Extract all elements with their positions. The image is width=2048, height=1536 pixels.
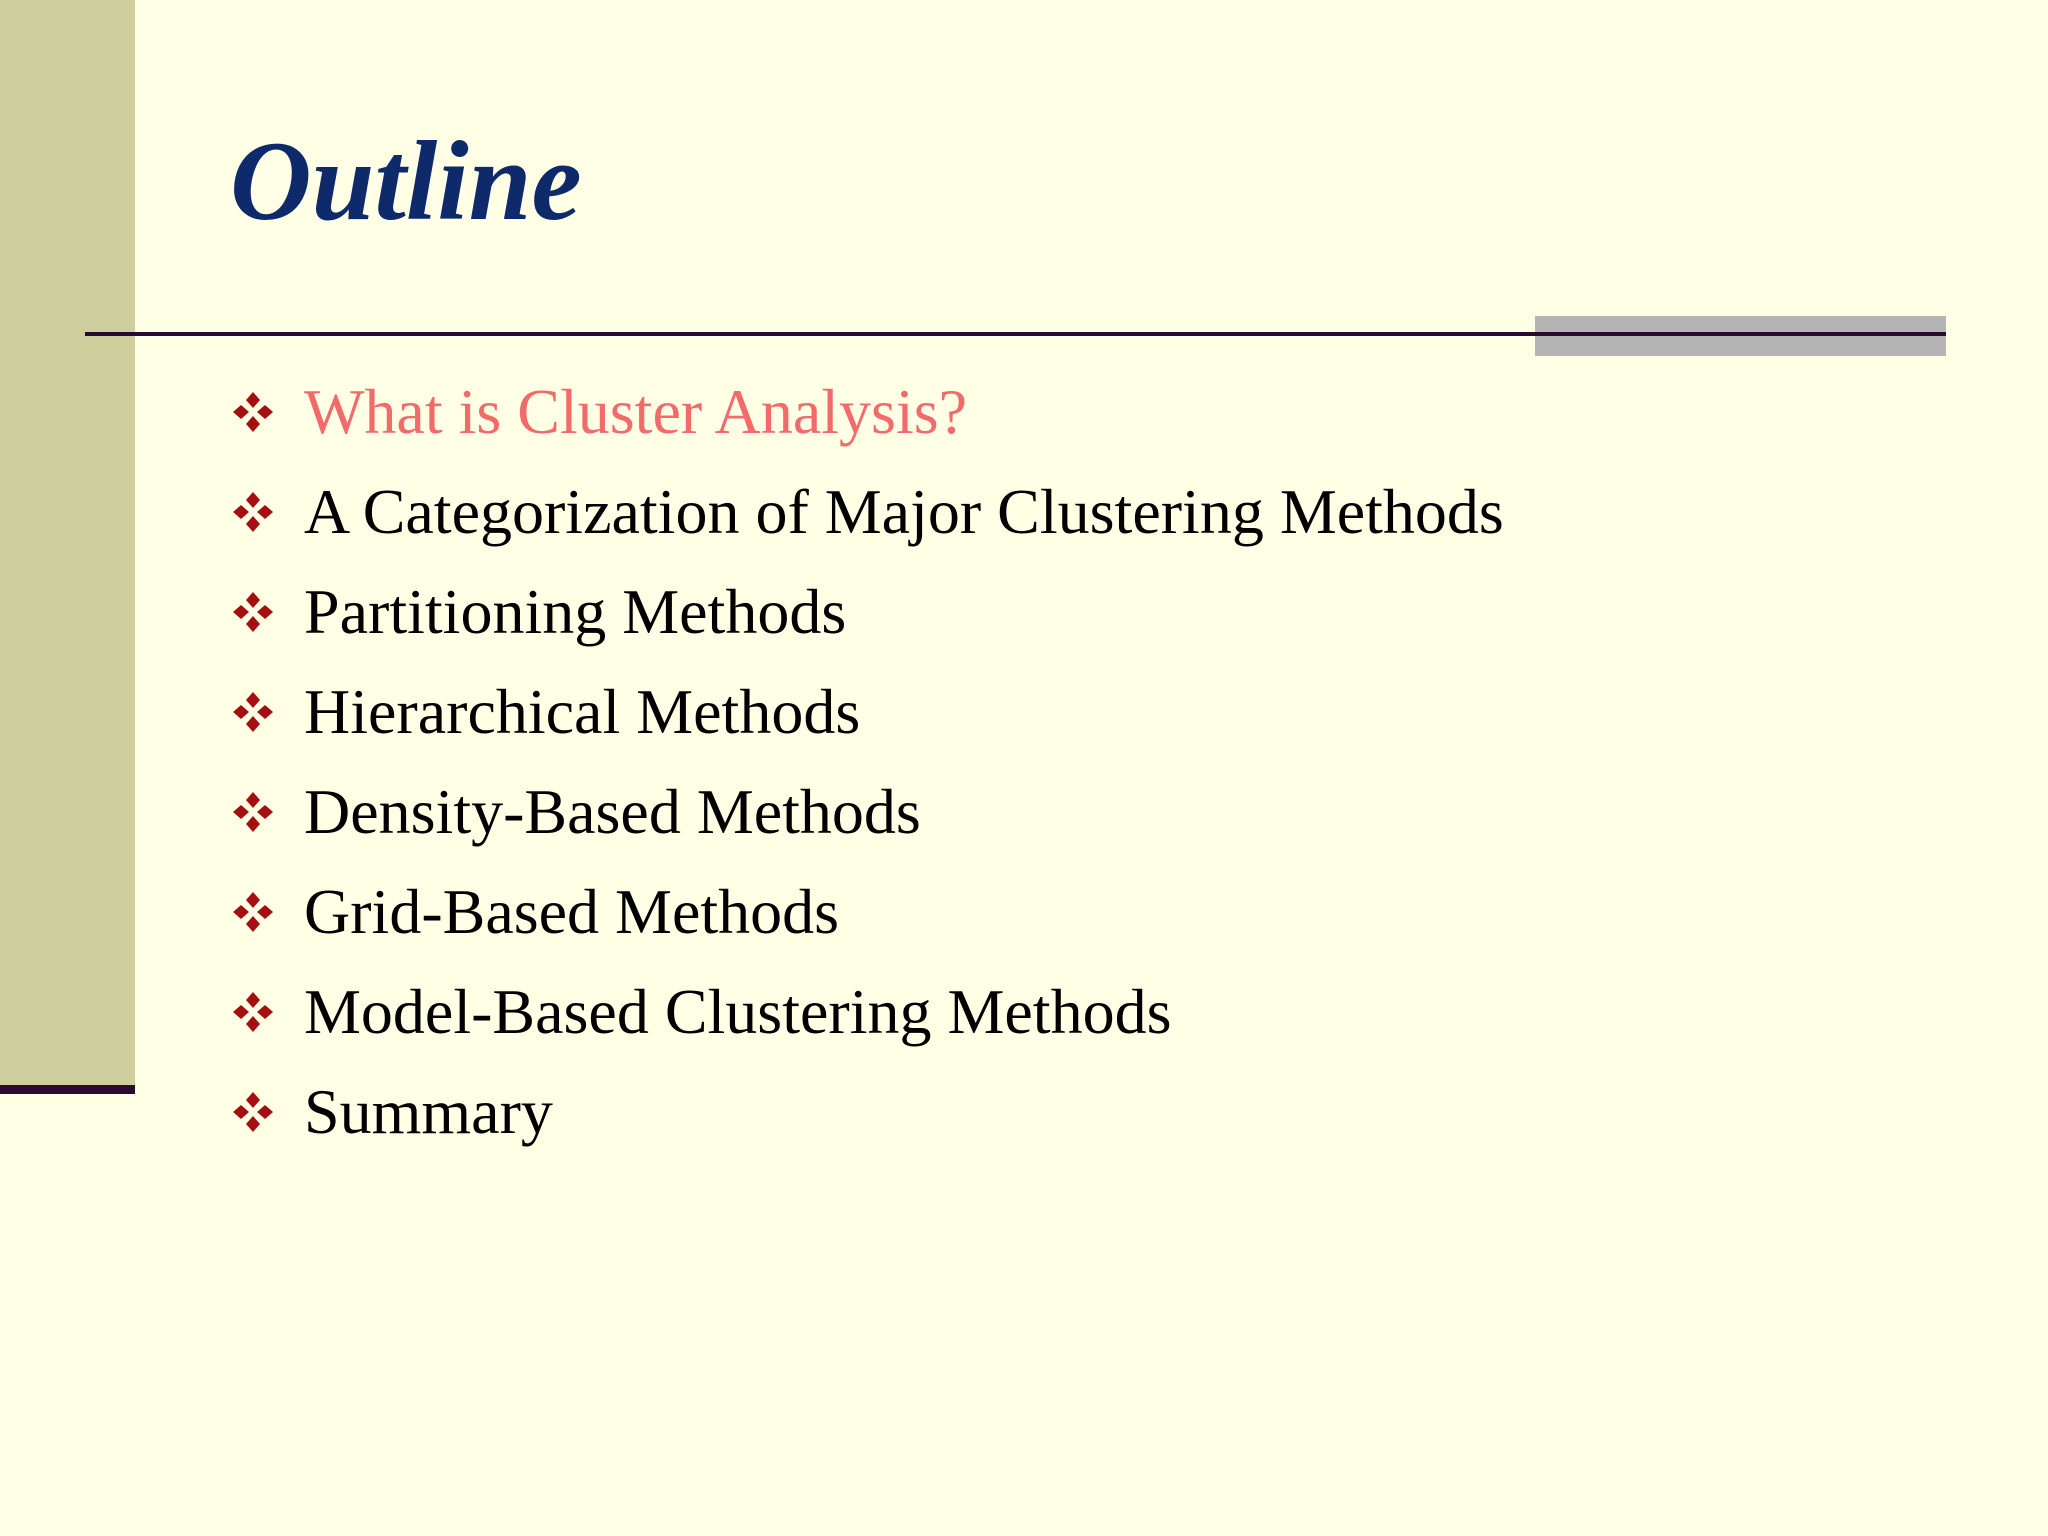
outline-item-grid-based (230, 862, 1504, 962)
four-diamond-bullet-icon (230, 989, 276, 1035)
outline-item-label: Grid-Based Methods (304, 876, 840, 947)
outline-item-label: Partitioning Methods (304, 576, 847, 647)
four-diamond-bullet-icon (230, 489, 276, 535)
outline-item-label: Model-Based Clustering Methods (304, 976, 1172, 1047)
outline-item-label: What is Cluster Analysis? (304, 376, 968, 447)
four-diamond-bullet-icon (230, 689, 276, 735)
outline-item-summary (230, 1062, 1504, 1162)
outline-item-cluster-analysis (230, 362, 1504, 462)
left-decorative-band (0, 0, 135, 1085)
outline-item-partitioning (230, 562, 1504, 662)
title-rule-shadow (1535, 316, 1946, 356)
outline-item-label: Density-Based Methods (304, 776, 921, 847)
outline-item-label: A Categorization of Major Clustering Methods (304, 476, 1504, 547)
four-diamond-bullet-icon (230, 889, 276, 935)
slide-title: Outline (230, 119, 582, 244)
four-diamond-bullet-icon (230, 589, 276, 635)
outline-list (230, 362, 1504, 1162)
outline-item-model-based (230, 962, 1504, 1062)
four-diamond-bullet-icon (230, 1089, 276, 1135)
outline-item-categorization (230, 462, 1504, 562)
outline-item-label: Hierarchical Methods (304, 676, 861, 747)
outline-item-label: Summary (304, 1076, 553, 1147)
four-diamond-bullet-icon (230, 389, 276, 435)
left-band-rule (0, 1085, 135, 1094)
outline-item-density-based (230, 762, 1504, 862)
outline-item-hierarchical (230, 662, 1504, 762)
title-rule (85, 332, 1946, 336)
four-diamond-bullet-icon (230, 789, 276, 835)
